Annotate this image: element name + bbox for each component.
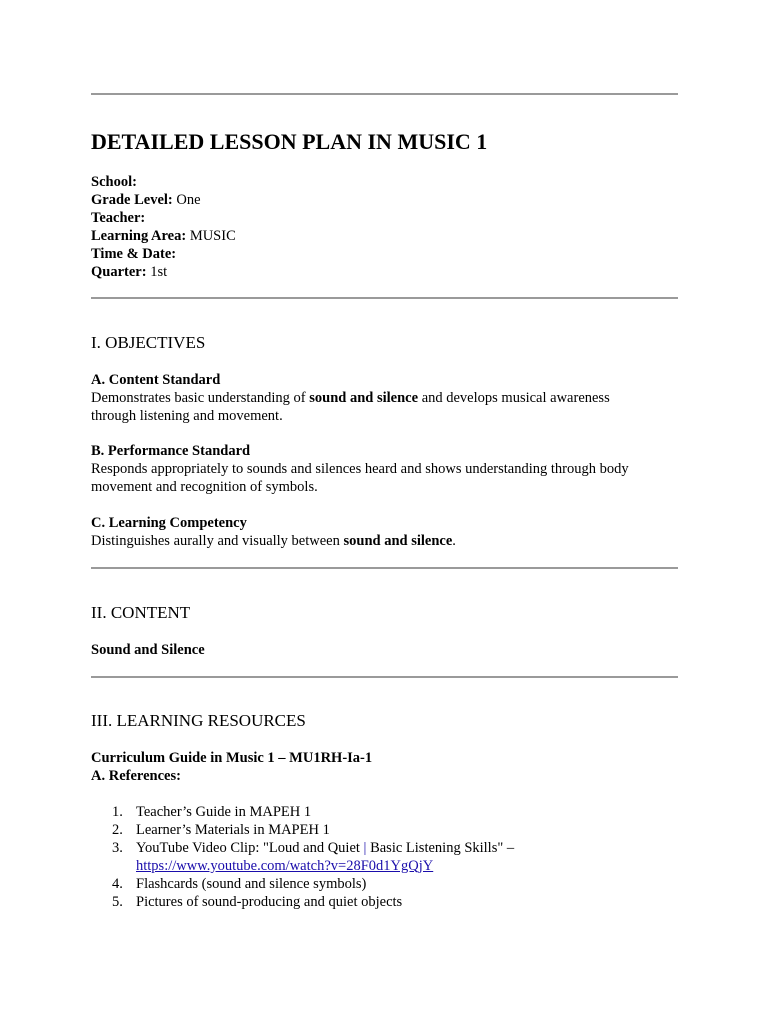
document-title: DETAILED LESSON PLAN IN MUSIC 1 [91, 129, 488, 154]
info-school [91, 173, 678, 191]
performance-standard-heading: B. Performance Standard [91, 443, 251, 459]
list-item-text: Flashcards (sound and silence symbols) [136, 876, 367, 892]
info-area-value: MUSIC [189, 228, 236, 244]
learning-competency-bold: sound and silence [343, 533, 453, 549]
resources-guide-block [91, 749, 678, 785]
horizontal-rule [91, 297, 678, 299]
content-standard-section [91, 371, 678, 425]
learning-competency-heading: C. Learning Competency [91, 515, 247, 531]
list-item-text: Teacher’s Guide in MAPEH 1 [136, 804, 312, 820]
list-item-number: 5. [112, 894, 123, 910]
learning-competency-text [91, 532, 678, 550]
list-item-number: 4. [112, 876, 123, 892]
content-topic: Sound and Silence [91, 642, 205, 658]
list-item-number: 1. [112, 804, 123, 820]
info-quarter-label: Quarter: [91, 264, 147, 280]
info-teacher [91, 209, 678, 227]
list-item [112, 893, 678, 911]
list-item-separator: | [363, 840, 367, 856]
list-item [112, 803, 678, 821]
horizontal-rule [91, 93, 678, 95]
performance-standard-line1: Responds appropriately to sounds and silences heard and shows understanding through body [91, 461, 629, 477]
resources-heading: III. LEARNING RESOURCES [91, 711, 306, 730]
learning-competency-text-a: Distinguishes aurally and visually between [91, 533, 344, 549]
info-quarter [91, 263, 678, 281]
content-standard-bold: sound and silence [309, 390, 419, 406]
info-time [91, 245, 678, 263]
list-item-text: Learner’s Materials in MAPEH 1 [136, 822, 330, 838]
info-grade-label: Grade Level: [91, 192, 173, 208]
lesson-info [91, 173, 678, 281]
horizontal-rule [91, 676, 678, 678]
content-standard-text-a: Demonstrates basic understanding of [91, 390, 310, 406]
content-standard-text-b: and develops musical awareness [418, 390, 610, 406]
info-area [91, 227, 678, 245]
content-standard-line2: through listening and movement. [91, 408, 283, 424]
horizontal-rule [91, 567, 678, 569]
list-item-text-a: YouTube Video Clip: "Loud and Quiet [136, 840, 364, 856]
list-item-text: Pictures of sound-producing and quiet objects [136, 894, 403, 910]
curriculum-guide: Curriculum Guide in Music 1 – MU1RH-Ia-1 [91, 750, 373, 766]
info-area-label: Learning Area: [91, 228, 187, 244]
youtube-video-link[interactable]: https://www.youtube.com/watch?v=28F0d1YgQjY [136, 858, 434, 874]
performance-standard-line2: movement and recognition of symbols. [91, 479, 318, 495]
references-list [91, 803, 678, 911]
info-quarter-value: 1st [150, 264, 168, 280]
info-school-label: School: [91, 174, 137, 190]
list-item [112, 821, 678, 839]
info-grade-value: One [176, 192, 201, 208]
content-standard-heading: A. Content Standard [91, 372, 221, 388]
learning-competency-section [91, 514, 678, 550]
references-heading: A. References: [91, 768, 181, 784]
info-teacher-label: Teacher: [91, 210, 146, 226]
list-item [112, 875, 678, 893]
info-time-label: Time & Date: [91, 246, 177, 262]
info-grade [91, 191, 678, 209]
learning-competency-text-b: . [452, 533, 456, 549]
content-standard-text [91, 389, 678, 407]
list-item [112, 839, 678, 875]
list-item-number: 2. [112, 822, 123, 838]
list-item-number: 3. [112, 840, 123, 856]
performance-standard-section [91, 442, 678, 496]
list-item-text-b: Basic Listening Skills" – [366, 840, 515, 856]
references-list-block [91, 803, 678, 911]
content-heading: II. CONTENT [91, 603, 191, 622]
objectives-heading: I. OBJECTIVES [91, 333, 206, 352]
